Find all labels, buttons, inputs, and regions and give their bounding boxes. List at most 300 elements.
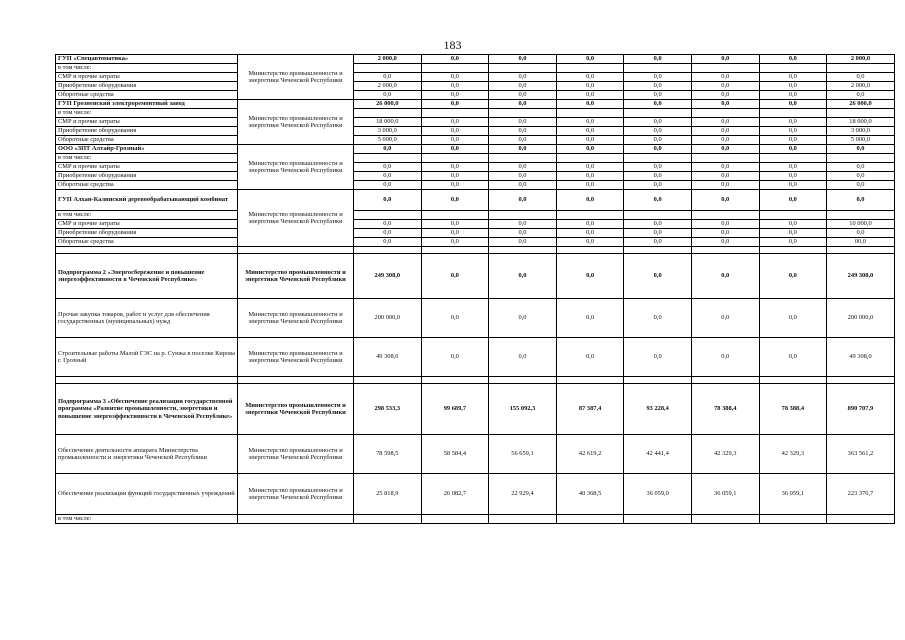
value-cell: 0,0 bbox=[691, 145, 759, 154]
row-name: ООО «ЗПТ Алтайр-Грозный» bbox=[56, 145, 238, 154]
value-cell bbox=[691, 64, 759, 73]
value-cell: 0,0 bbox=[759, 229, 827, 238]
value-cell: 0,0 bbox=[489, 229, 557, 238]
value-cell: 0,0 bbox=[489, 254, 557, 299]
value-cell: 0,0 bbox=[489, 299, 557, 338]
ministry-cell: Министерство промышленности и энергетики Чеченской Республики bbox=[238, 100, 354, 145]
empty-cell bbox=[238, 377, 354, 384]
empty-cell bbox=[489, 377, 557, 384]
value-cell: 3 000,0 bbox=[354, 127, 422, 136]
value-cell: 298 533,3 bbox=[354, 384, 422, 435]
row-name: Приобретение оборудования bbox=[56, 82, 238, 91]
value-cell: 0,0 bbox=[624, 136, 692, 145]
value-cell: 0,0 bbox=[624, 91, 692, 100]
value-cell: 0,0 bbox=[759, 100, 827, 109]
value-cell: 0,0 bbox=[624, 82, 692, 91]
value-cell: 0,0 bbox=[691, 229, 759, 238]
empty-cell bbox=[489, 247, 557, 254]
table-row bbox=[56, 82, 895, 91]
value-cell bbox=[354, 211, 422, 220]
table-row bbox=[56, 338, 895, 377]
value-cell bbox=[489, 109, 557, 118]
table-row bbox=[56, 109, 895, 118]
value-cell: 0,0 bbox=[556, 145, 624, 154]
value-cell: 0,0 bbox=[624, 172, 692, 181]
value-cell: 0,0 bbox=[624, 127, 692, 136]
table-row bbox=[56, 435, 895, 474]
value-cell: 0,0 bbox=[691, 73, 759, 82]
value-cell: 0,0 bbox=[556, 190, 624, 211]
value-cell: 0,0 bbox=[759, 190, 827, 211]
ministry-cell: Министерство промышленности и энергетики Чеченской Республики bbox=[238, 190, 354, 247]
value-cell: 0,0 bbox=[759, 238, 827, 247]
value-cell: 0,0 bbox=[421, 172, 489, 181]
table-row bbox=[56, 145, 895, 154]
value-cell: 0,0 bbox=[421, 181, 489, 190]
value-cell bbox=[421, 64, 489, 73]
row-name: СМР и прочие затраты bbox=[56, 220, 238, 229]
row-name: Строительные работы Малой ГЭС на р. Сунжа в поселке Кирова г. Грозный bbox=[56, 338, 238, 377]
value-cell bbox=[827, 211, 895, 220]
row-name: Обеспечение деятельности аппарата Министерства промышленности и энергетики Чеченской Республики bbox=[56, 435, 238, 474]
value-cell: 0,0 bbox=[489, 100, 557, 109]
value-cell: 18 000,0 bbox=[827, 118, 895, 127]
empty-cell bbox=[238, 247, 354, 254]
value-cell: 0,0 bbox=[827, 163, 895, 172]
value-cell: 0,0 bbox=[421, 299, 489, 338]
ministry-cell: Министерство промышленности и энергетики Чеченской Республики bbox=[238, 384, 354, 435]
spacer-row bbox=[56, 377, 895, 384]
table-row bbox=[56, 384, 895, 435]
value-cell bbox=[691, 109, 759, 118]
value-cell: 0,0 bbox=[759, 299, 827, 338]
value-cell: 0,0 bbox=[759, 338, 827, 377]
value-cell: 0,0 bbox=[827, 229, 895, 238]
row-name: Прочая закупка товаров, работ и услуг для обеспечения государственных (муниципальных) нужд bbox=[56, 299, 238, 338]
value-cell: 0,0 bbox=[354, 73, 422, 82]
table-row bbox=[56, 190, 895, 211]
value-cell: 0,0 bbox=[421, 145, 489, 154]
empty-cell bbox=[56, 247, 238, 254]
ministry-cell: Министерство промышленности и энергетики Чеченской Республики bbox=[238, 474, 354, 515]
value-cell: 0,0 bbox=[489, 181, 557, 190]
value-cell: 42 329,3 bbox=[691, 435, 759, 474]
empty-cell bbox=[556, 515, 624, 524]
value-cell: 0,0 bbox=[624, 338, 692, 377]
empty-cell bbox=[489, 515, 557, 524]
value-cell: 0,0 bbox=[489, 338, 557, 377]
value-cell: 0,0 bbox=[691, 163, 759, 172]
value-cell: 0,0 bbox=[691, 118, 759, 127]
page-number: 183 bbox=[443, 38, 462, 52]
empty-cell bbox=[624, 515, 692, 524]
value-cell: 155 092,3 bbox=[489, 384, 557, 435]
value-cell: 0,0 bbox=[421, 136, 489, 145]
value-cell: 0,0 bbox=[354, 238, 422, 247]
table-row bbox=[56, 254, 895, 299]
value-cell: 0,0 bbox=[759, 181, 827, 190]
row-name: Приобретение оборудования bbox=[56, 172, 238, 181]
budget-table bbox=[55, 54, 895, 524]
value-cell: 0,0 bbox=[556, 299, 624, 338]
empty-cell bbox=[827, 515, 895, 524]
row-name: Оборотные средства bbox=[56, 181, 238, 190]
row-name: Оборотные средства bbox=[56, 136, 238, 145]
value-cell: 2 000,0 bbox=[827, 82, 895, 91]
value-cell: 0,0 bbox=[489, 172, 557, 181]
value-cell bbox=[354, 154, 422, 163]
value-cell: 18 000,0 bbox=[354, 118, 422, 127]
value-cell: 0,0 bbox=[691, 220, 759, 229]
value-cell bbox=[421, 109, 489, 118]
value-cell: 0,0 bbox=[624, 118, 692, 127]
value-cell bbox=[624, 211, 692, 220]
value-cell bbox=[827, 109, 895, 118]
value-cell: 0,0 bbox=[421, 163, 489, 172]
value-cell: 0,0 bbox=[759, 127, 827, 136]
value-cell: 0,0 bbox=[556, 100, 624, 109]
row-name: СМР и прочие затраты bbox=[56, 73, 238, 82]
value-cell: 0,0 bbox=[691, 100, 759, 109]
ministry-cell: Министерство промышленности и энергетики Чеченской Республики bbox=[238, 145, 354, 190]
spacer-row bbox=[56, 247, 895, 254]
table-row bbox=[56, 73, 895, 82]
table-row bbox=[56, 154, 895, 163]
value-cell: 0,0 bbox=[827, 73, 895, 82]
value-cell: 0,0 bbox=[759, 55, 827, 64]
empty-cell bbox=[624, 377, 692, 384]
value-cell: 363 561,2 bbox=[827, 435, 895, 474]
empty-cell bbox=[421, 247, 489, 254]
value-cell: 0,0 bbox=[759, 145, 827, 154]
value-cell: 0,0 bbox=[759, 220, 827, 229]
value-cell: 0,0 bbox=[827, 91, 895, 100]
ministry-cell: Министерство промышленности и энергетики Чеченской Республики bbox=[238, 299, 354, 338]
row-name: ГУП Алхан-Калинский деревообрабатывающий комбинат bbox=[56, 190, 238, 211]
value-cell: 36 059,1 bbox=[691, 474, 759, 515]
table-row bbox=[56, 220, 895, 229]
value-cell: 0,0 bbox=[624, 145, 692, 154]
value-cell: 0,0 bbox=[421, 100, 489, 109]
value-cell: 0,0 bbox=[624, 299, 692, 338]
empty-cell bbox=[759, 247, 827, 254]
value-cell: 00,0 bbox=[827, 238, 895, 247]
row-name: ГУП «Спецавтоматика» bbox=[56, 55, 238, 64]
value-cell bbox=[489, 211, 557, 220]
row-name: Подпрограмма 2 «Энергосбережение и повышение энергоэффективности в Чеченской Республике» bbox=[56, 254, 238, 299]
ministry-cell: Министерство промышленности и энергетики Чеченской Республики bbox=[238, 338, 354, 377]
empty-cell bbox=[827, 247, 895, 254]
table-row bbox=[56, 136, 895, 145]
value-cell: 0,0 bbox=[624, 190, 692, 211]
empty-cell bbox=[827, 377, 895, 384]
table-row bbox=[56, 91, 895, 100]
value-cell: 0,0 bbox=[421, 338, 489, 377]
value-cell: 3 000,0 bbox=[827, 127, 895, 136]
value-cell: 0,0 bbox=[759, 118, 827, 127]
value-cell: 0,0 bbox=[354, 172, 422, 181]
empty-cell bbox=[56, 377, 238, 384]
value-cell: 0,0 bbox=[556, 55, 624, 64]
empty-cell bbox=[759, 377, 827, 384]
value-cell: 10 000,0 bbox=[827, 220, 895, 229]
value-cell: 0,0 bbox=[421, 91, 489, 100]
row-name: в том числе: bbox=[56, 109, 238, 118]
value-cell: 223 376,7 bbox=[827, 474, 895, 515]
value-cell: 0,0 bbox=[489, 127, 557, 136]
value-cell: 5 000,0 bbox=[354, 136, 422, 145]
table-row bbox=[56, 64, 895, 73]
value-cell: 0,0 bbox=[691, 338, 759, 377]
value-cell bbox=[759, 109, 827, 118]
value-cell: 249 308,0 bbox=[827, 254, 895, 299]
value-cell bbox=[556, 64, 624, 73]
value-cell: 0,0 bbox=[691, 172, 759, 181]
value-cell: 0,0 bbox=[489, 145, 557, 154]
empty-cell bbox=[238, 515, 354, 524]
value-cell: 42 329,3 bbox=[759, 435, 827, 474]
table-row bbox=[56, 181, 895, 190]
empty-cell bbox=[354, 247, 422, 254]
empty-cell bbox=[556, 247, 624, 254]
value-cell bbox=[691, 211, 759, 220]
table-row bbox=[56, 515, 895, 524]
value-cell: 0,0 bbox=[421, 229, 489, 238]
value-cell: 0,0 bbox=[624, 100, 692, 109]
value-cell: 0,0 bbox=[691, 136, 759, 145]
ministry-cell: Министерство промышленности и энергетики Чеченской Республики bbox=[238, 254, 354, 299]
value-cell: 0,0 bbox=[354, 91, 422, 100]
value-cell: 0,0 bbox=[556, 118, 624, 127]
value-cell: 0,0 bbox=[624, 238, 692, 247]
value-cell bbox=[556, 109, 624, 118]
value-cell: 0,0 bbox=[489, 163, 557, 172]
value-cell: 42 441,4 bbox=[624, 435, 692, 474]
value-cell: 26 000,0 bbox=[827, 100, 895, 109]
empty-cell bbox=[421, 377, 489, 384]
row-name: СМР и прочие затраты bbox=[56, 118, 238, 127]
value-cell: 0,0 bbox=[556, 127, 624, 136]
value-cell: 0,0 bbox=[827, 181, 895, 190]
value-cell: 0,0 bbox=[421, 190, 489, 211]
value-cell: 0,0 bbox=[556, 220, 624, 229]
value-cell: 0,0 bbox=[489, 82, 557, 91]
value-cell: 0,0 bbox=[354, 190, 422, 211]
value-cell: 26 000,0 bbox=[354, 100, 422, 109]
value-cell: 36 059,1 bbox=[759, 474, 827, 515]
value-cell bbox=[827, 64, 895, 73]
value-cell bbox=[624, 109, 692, 118]
value-cell: 0,0 bbox=[624, 229, 692, 238]
value-cell: 0,0 bbox=[354, 145, 422, 154]
value-cell bbox=[759, 64, 827, 73]
value-cell: 0,0 bbox=[354, 220, 422, 229]
value-cell: 0,0 bbox=[759, 73, 827, 82]
value-cell: 0,0 bbox=[827, 172, 895, 181]
value-cell bbox=[421, 154, 489, 163]
table-row bbox=[56, 211, 895, 220]
value-cell: 58 584,4 bbox=[421, 435, 489, 474]
table-row bbox=[56, 118, 895, 127]
value-cell: 99 689,7 bbox=[421, 384, 489, 435]
row-name: Оборотные средства bbox=[56, 91, 238, 100]
row-name: в том числе: bbox=[56, 515, 238, 524]
value-cell: 0,0 bbox=[624, 254, 692, 299]
empty-cell bbox=[354, 377, 422, 384]
value-cell: 0,0 bbox=[421, 127, 489, 136]
value-cell: 49 308,0 bbox=[827, 338, 895, 377]
value-cell: 2 000,0 bbox=[827, 55, 895, 64]
value-cell: 78 388,4 bbox=[759, 384, 827, 435]
value-cell: 0,0 bbox=[691, 254, 759, 299]
value-cell: 56 659,1 bbox=[489, 435, 557, 474]
value-cell: 0,0 bbox=[421, 73, 489, 82]
ministry-cell: Министерство промышленности и энергетики Чеченской Республики bbox=[238, 55, 354, 100]
value-cell: 49 308,0 bbox=[354, 338, 422, 377]
value-cell: 36 059,0 bbox=[624, 474, 692, 515]
value-cell: 0,0 bbox=[354, 181, 422, 190]
value-cell: 200 000,0 bbox=[827, 299, 895, 338]
value-cell: 249 308,0 bbox=[354, 254, 422, 299]
value-cell: 0,0 bbox=[489, 55, 557, 64]
value-cell bbox=[759, 154, 827, 163]
value-cell bbox=[489, 154, 557, 163]
row-name: Приобретение оборудования bbox=[56, 127, 238, 136]
row-name: Приобретение оборудования bbox=[56, 229, 238, 238]
value-cell: 0,0 bbox=[354, 229, 422, 238]
value-cell: 0,0 bbox=[489, 238, 557, 247]
value-cell: 0,0 bbox=[759, 254, 827, 299]
table-row bbox=[56, 299, 895, 338]
value-cell: 0,0 bbox=[489, 190, 557, 211]
empty-cell bbox=[421, 515, 489, 524]
value-cell: 890 707,9 bbox=[827, 384, 895, 435]
value-cell: 0,0 bbox=[691, 127, 759, 136]
value-cell: 0,0 bbox=[691, 55, 759, 64]
table-row bbox=[56, 238, 895, 247]
value-cell bbox=[624, 64, 692, 73]
value-cell: 0,0 bbox=[759, 163, 827, 172]
value-cell bbox=[827, 154, 895, 163]
row-name: в том числе: bbox=[56, 211, 238, 220]
value-cell: 0,0 bbox=[624, 181, 692, 190]
value-cell: 0,0 bbox=[421, 254, 489, 299]
table-row bbox=[56, 163, 895, 172]
value-cell: 78 388,4 bbox=[691, 384, 759, 435]
value-cell: 0,0 bbox=[759, 172, 827, 181]
value-cell: 0,0 bbox=[421, 220, 489, 229]
value-cell: 0,0 bbox=[421, 238, 489, 247]
value-cell: 87 387,4 bbox=[556, 384, 624, 435]
value-cell: 0,0 bbox=[556, 254, 624, 299]
value-cell: 0,0 bbox=[759, 136, 827, 145]
value-cell: 25 818,9 bbox=[354, 474, 422, 515]
value-cell: 0,0 bbox=[624, 220, 692, 229]
value-cell: 78 598,5 bbox=[354, 435, 422, 474]
value-cell: 0,0 bbox=[827, 145, 895, 154]
row-name: в том числе: bbox=[56, 64, 238, 73]
value-cell: 0,0 bbox=[691, 181, 759, 190]
value-cell: 0,0 bbox=[489, 118, 557, 127]
value-cell: 0,0 bbox=[624, 55, 692, 64]
value-cell: 0,0 bbox=[421, 82, 489, 91]
empty-cell bbox=[691, 247, 759, 254]
row-name: ГУП Грозненский электроремонтный завод bbox=[56, 100, 238, 109]
value-cell: 0,0 bbox=[556, 82, 624, 91]
value-cell bbox=[421, 211, 489, 220]
value-cell: 0,0 bbox=[489, 136, 557, 145]
value-cell: 0,0 bbox=[421, 55, 489, 64]
value-cell: 22 929,4 bbox=[489, 474, 557, 515]
value-cell: 0,0 bbox=[489, 73, 557, 82]
table-row bbox=[56, 474, 895, 515]
empty-cell bbox=[624, 247, 692, 254]
value-cell bbox=[354, 64, 422, 73]
row-name: в том числе: bbox=[56, 154, 238, 163]
value-cell: 0,0 bbox=[556, 91, 624, 100]
value-cell: 0,0 bbox=[691, 82, 759, 91]
empty-cell bbox=[556, 377, 624, 384]
value-cell: 0,0 bbox=[489, 91, 557, 100]
value-cell: 0,0 bbox=[556, 163, 624, 172]
table-row bbox=[56, 127, 895, 136]
value-cell: 200 000,0 bbox=[354, 299, 422, 338]
value-cell: 0,0 bbox=[759, 91, 827, 100]
value-cell bbox=[489, 64, 557, 73]
value-cell: 0,0 bbox=[759, 82, 827, 91]
table-row bbox=[56, 172, 895, 181]
value-cell: 0,0 bbox=[489, 220, 557, 229]
value-cell: 5 000,0 bbox=[827, 136, 895, 145]
value-cell: 0,0 bbox=[421, 118, 489, 127]
value-cell: 0,0 bbox=[556, 73, 624, 82]
value-cell: 0,0 bbox=[691, 91, 759, 100]
row-name: Подпрограмма 3 «Обеспечение реализации государственной программы «Развитие промышленности, энергетики и повышение энергоэффективности в Чеченской Республике» bbox=[56, 384, 238, 435]
value-cell: 0,0 bbox=[691, 299, 759, 338]
value-cell bbox=[556, 154, 624, 163]
value-cell: 0,0 bbox=[827, 190, 895, 211]
ministry-cell: Министерство промышленности и энергетики Чеченской Республики bbox=[238, 435, 354, 474]
value-cell: 26 082,7 bbox=[421, 474, 489, 515]
value-cell: 2 000,0 bbox=[354, 82, 422, 91]
value-cell: 40 368,5 bbox=[556, 474, 624, 515]
value-cell: 0,0 bbox=[556, 136, 624, 145]
table-row bbox=[56, 229, 895, 238]
value-cell bbox=[354, 109, 422, 118]
value-cell bbox=[691, 154, 759, 163]
empty-cell bbox=[691, 515, 759, 524]
value-cell: 0,0 bbox=[624, 73, 692, 82]
value-cell: 2 000,0 bbox=[354, 55, 422, 64]
table-row bbox=[56, 55, 895, 64]
row-name: Оборотные средства bbox=[56, 238, 238, 247]
value-cell: 0,0 bbox=[556, 181, 624, 190]
value-cell: 0,0 bbox=[354, 163, 422, 172]
value-cell: 0,0 bbox=[556, 172, 624, 181]
value-cell bbox=[759, 211, 827, 220]
empty-cell bbox=[354, 515, 422, 524]
value-cell: 0,0 bbox=[556, 229, 624, 238]
empty-cell bbox=[691, 377, 759, 384]
row-name: Обеспечение реализации функций государственных учреждений bbox=[56, 474, 238, 515]
empty-cell bbox=[759, 515, 827, 524]
value-cell: 0,0 bbox=[556, 338, 624, 377]
value-cell bbox=[556, 211, 624, 220]
value-cell: 0,0 bbox=[691, 238, 759, 247]
value-cell: 42 619,2 bbox=[556, 435, 624, 474]
table-row bbox=[56, 100, 895, 109]
value-cell: 0,0 bbox=[624, 163, 692, 172]
